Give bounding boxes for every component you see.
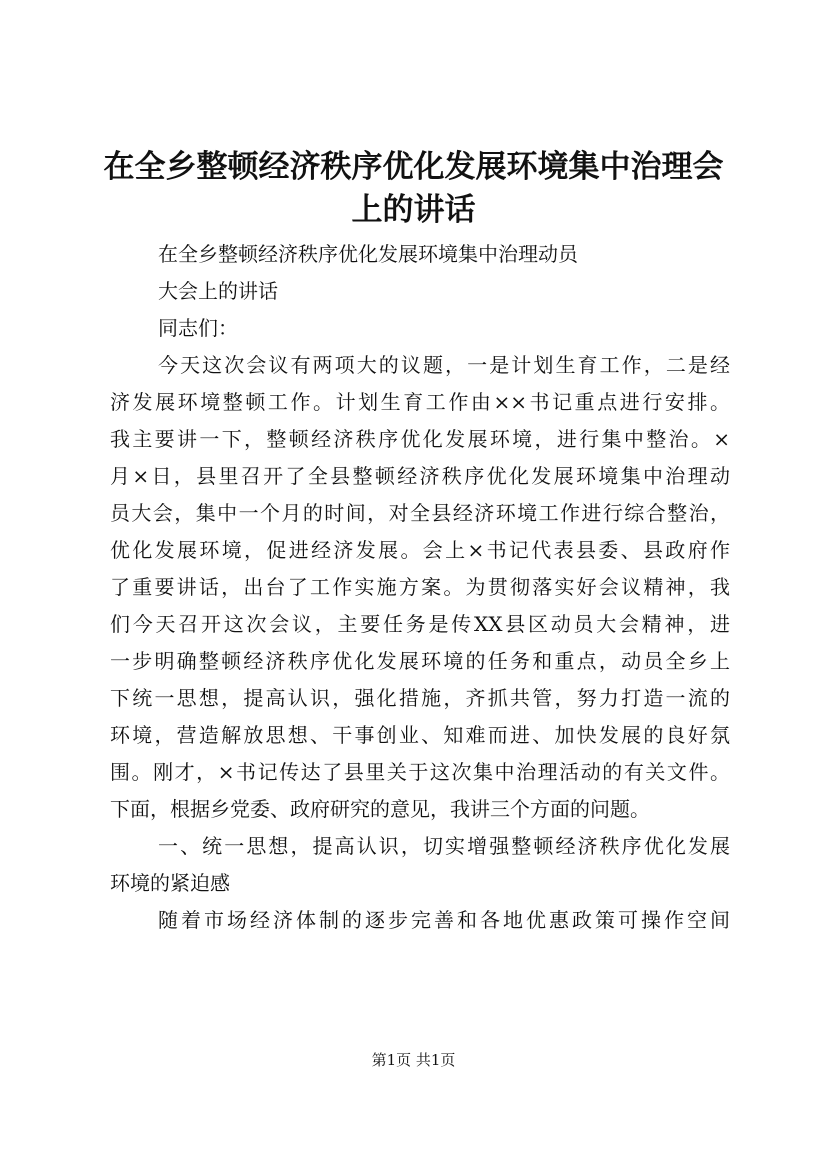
paragraph-1-line: 一步明确整顿经济秩序优化发展环境的任务和重点，动员全乡上: [110, 649, 730, 673]
paragraph-1-line: 我主要讲一下，整顿经济秩序优化发展环境，进行集中整治。×: [110, 427, 730, 451]
paragraph-1-line: 下统一思想，提高认识，强化措施，齐抓共管，努力打造一流的: [110, 686, 730, 710]
document-title-line-1: 在全乡整顿经济秩序优化发展环境集中治理会: [103, 149, 724, 185]
paragraph-1-line: 下面，根据乡党委、政府研究的意见，我讲三个方面的问题。: [110, 797, 650, 821]
paragraph-1-line: 们今天召开这次会议，主要任务是传XX县区动员大会精神，进: [110, 612, 730, 636]
document-title-line-2: 上的讲话: [351, 192, 476, 228]
page-number-footer: 第1页 共1页: [371, 1051, 456, 1069]
document-body: [110, 236, 730, 939]
section-heading-1-line-1: 一、统一思想，提高认识，切实增强整顿经济秩序优化发展: [158, 834, 730, 858]
paragraph-1-line: 优化发展环境，促进经济发展。会上×书记代表县委、县政府作: [110, 538, 730, 562]
paragraph-1-line: 员大会，集中一个月的时间，对全县经济环境工作进行综合整治，: [110, 501, 730, 525]
section-heading-1-line-2: 环境的紧迫感: [110, 871, 230, 895]
subtitle-line-1: 在全乡整顿经济秩序优化发展环境集中治理动员: [158, 242, 578, 266]
paragraph-1-line: 今天这次会议有两项大的议题，一是计划生育工作，二是经: [158, 353, 730, 377]
paragraph-1-line: 了重要讲话，出台了工作实施方案。为贯彻落实好会议精神，我: [110, 575, 730, 599]
paragraph-1-line: 环境，营造解放思想、干事创业、知难而进、加快发展的良好氛: [110, 723, 730, 747]
paragraph-1-line: 月×日，县里召开了全县整顿经济秩序优化发展环境集中治理动: [110, 464, 730, 488]
salutation: 同志们：: [158, 316, 238, 340]
subtitle-line-2: 大会上的讲话: [158, 279, 278, 303]
paragraph-1-line: 济发展环境整顿工作。计划生育工作由××书记重点进行安排。: [110, 390, 730, 414]
paragraph-1-line: 围。刚才，×书记传达了县里关于这次集中治理活动的有关文件。: [110, 760, 730, 784]
paragraph-2-line: 随着市场经济体制的逐步完善和各地优惠政策可操作空间: [158, 908, 730, 932]
